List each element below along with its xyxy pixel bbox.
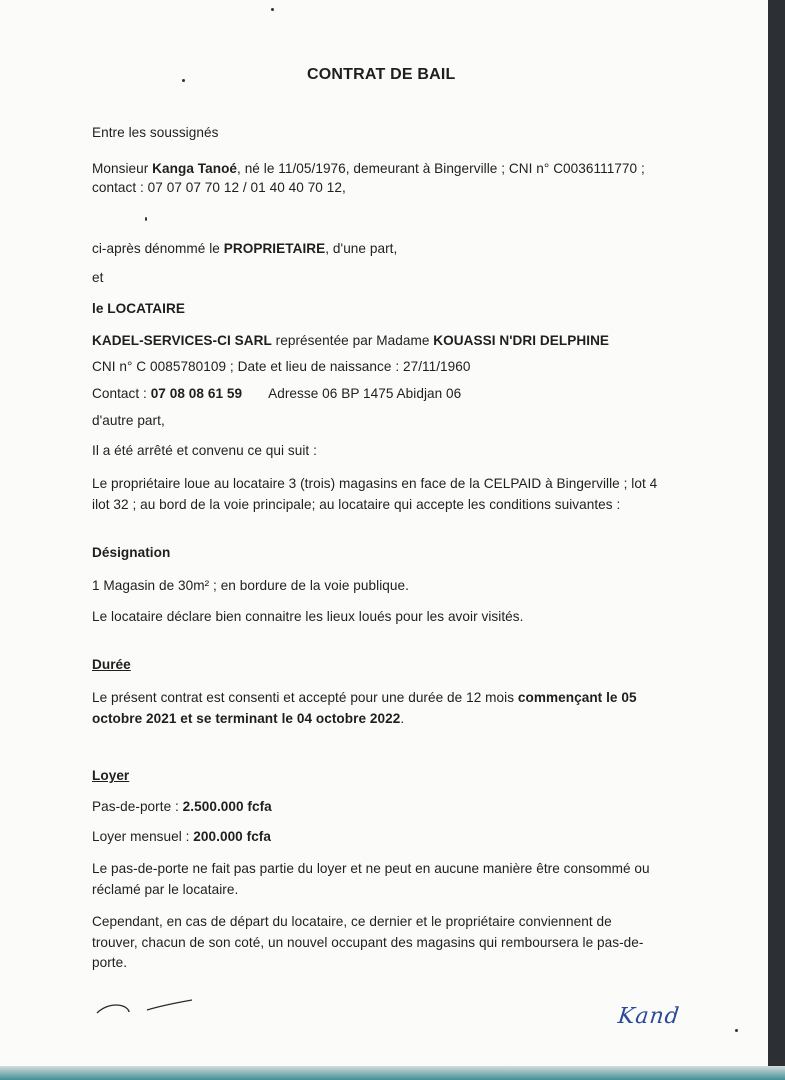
owner-prefix: Monsieur (92, 161, 153, 176)
rent-para2-line1: Cependant, en cas de départ du locataire, ce dernier et le propriétaire conviennent de (92, 914, 612, 929)
right-initials-signature: Kand (616, 1004, 682, 1029)
paper-speck (145, 217, 147, 221)
rent-heading: Loyer (92, 768, 130, 783)
scan-edge-right (768, 0, 785, 1080)
scan-edge-bottom (0, 1066, 785, 1080)
duration-dates: octobre 2021 et se terminant le 04 octobre 2022 (92, 711, 401, 726)
owner-line-2: contact : 07 07 07 70 12 / 01 40 40 70 12, (92, 180, 346, 195)
rent-para2-line3: porte. (92, 955, 128, 970)
owner-name: Kanga Tanoé (152, 161, 238, 176)
tenant-representative: KOUASSI N'DRI DELPHINE (433, 333, 610, 348)
monthly-rent-label: Loyer mensuel : (92, 829, 194, 844)
paper-speck (735, 1029, 738, 1032)
tenant-company: KADEL-SERVICES-CI SARL (92, 333, 272, 348)
object-line-2: ilot 32 ; au bord de la voie principale; au locataire qui accepte les conditions suivantes : (92, 497, 621, 512)
duration-start: commençant le 05 (517, 690, 637, 705)
designation-suffix: , d'une part, (325, 241, 398, 256)
key-money-line (92, 799, 272, 814)
duration-end-period: . (400, 711, 405, 726)
rent-para1-line2: réclamé par le locataire. (92, 882, 239, 897)
designation-line-1: 1 Magasin de 30m² ; en bordure de la voie publique. (92, 578, 409, 593)
other-party: d'autre part, (92, 413, 165, 428)
duration-line-2 (92, 711, 404, 726)
rent-para1-line1: Le pas-de-porte ne fait pas partie du loyer et ne peut en aucune manière être consommé ou (92, 861, 650, 876)
tenant-address: Adresse 06 BP 1475 Abidjan 06 (268, 386, 462, 401)
owner-details: , né le 11/05/1976, demeurant à Bingerville ; CNI n° C0036111770 ; (237, 161, 645, 176)
owner-role: PROPRIETAIRE (223, 241, 326, 256)
designation-heading: Désignation (92, 545, 171, 560)
duration-heading: Durée (92, 657, 131, 672)
tenant-represented-by: représentée par Madame (271, 333, 434, 348)
left-initials-signature (95, 998, 195, 1020)
duration-line-1 (92, 690, 637, 705)
owner-designation (92, 241, 397, 256)
paper-speck (271, 8, 274, 11)
paper-speck (182, 79, 185, 82)
monthly-rent-value: 200.000 fcfa (193, 829, 271, 844)
monthly-rent-line (92, 829, 271, 844)
designation-line-2: Le locataire déclare bien connaitre les lieux loués pour les avoir visités. (92, 609, 524, 624)
rent-para2-line2: trouver, chacun de son coté, un nouvel occupant des magasins qui remboursera le pas-de- (92, 935, 644, 950)
conjunction: et (92, 270, 104, 285)
contact-value: 07 08 08 61 59 (150, 386, 243, 401)
key-money-value: 2.500.000 fcfa (182, 799, 272, 814)
duration-text: Le présent contrat est consenti et accepté pour une durée de 12 mois (92, 690, 518, 705)
object-line-1: Le propriétaire loue au locataire 3 (trois) magasins en face de la CELPAID à Bingerville ; lot 4 (92, 476, 658, 491)
agreement-line: Il a été arrêté et convenu ce qui suit : (92, 443, 317, 458)
contact-label: Contact : (92, 386, 151, 401)
intro-line: Entre les soussignés (92, 125, 219, 140)
owner-line-1 (92, 161, 645, 176)
tenant-contact-line (92, 386, 461, 401)
tenant-company-line (92, 333, 609, 348)
key-money-label: Pas-de-porte : (92, 799, 183, 814)
tenant-cni-line: CNI n° C 0085780109 ; Date et lieu de naissance : 27/11/1960 (92, 359, 471, 374)
tenant-heading: le LOCATAIRE (92, 301, 185, 316)
designation-prefix: ci-après dénommé le (92, 241, 224, 256)
document-title: CONTRAT DE BAIL (307, 66, 456, 83)
